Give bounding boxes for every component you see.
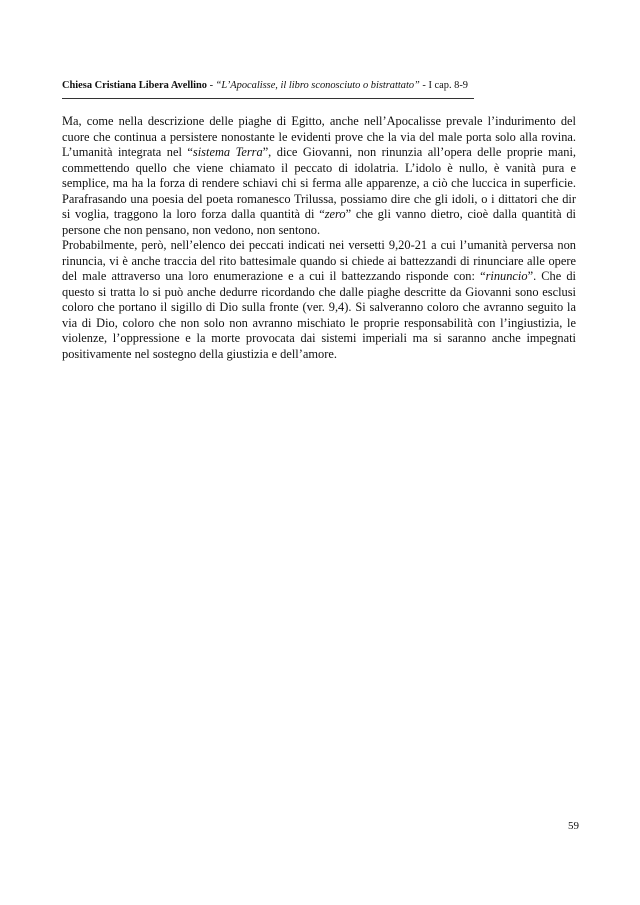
- header-book-title: “L’Apocalisse, il libro sconosciuto o bistrattato”: [215, 80, 420, 91]
- header-separator-2: -: [419, 80, 429, 91]
- paragraph-2-emphasis: rinuncio: [485, 269, 528, 283]
- header-rule: [62, 98, 474, 99]
- header-separator: -: [207, 80, 216, 91]
- paragraph-1-emphasis-2: zero: [324, 207, 346, 221]
- paragraph-2-text-a: Probabilmente, però, nell’elenco dei peccati indicati nei versetti 9,20-21 a cui l’umanità perversa non rinuncia, vi è anche traccia del rito battesimale quando si chiede ai battezzandi di rinunciare alle opere del male attraverso una loro enumerazione e a cui il battezzando risponde con: “: [62, 238, 576, 283]
- header-chapter: I cap. 8-9: [428, 80, 469, 91]
- paragraph-1-text-c: ” che gli vanno dietro, cioè dalla quantità di persone che non pensano, non vedono, non sentono.: [62, 207, 576, 237]
- paragraph-2-text-b: ”. Che di questo si tratta lo si può anche dedurre ricordando che dalle piaghe descritte da Giovanni sono esclusi coloro che portano il sigillo di Dio sulla fronte (ver. 9,4). Si salveranno coloro che avranno seguito la via di Dio, coloro che non solo non avranno mischiato le proprie responsabilità con l’ingiustizia, le violenze, l’oppressione e la morte provocata dai sistemi imperiali ma si saranno anche impegnati positivamente nel sostegno della giustizia e dell’amore.: [62, 269, 576, 361]
- running-header: [62, 79, 502, 92]
- paragraph-1-text-a: Ma, come nella descrizione delle piaghe di Egitto, anche nell’Apocalisse prevale l’indurimento del cuore che continua a persistere nonostante le evidenti prove che la via del male porta solo alla rovina. L’umanità integrata nel “: [62, 114, 576, 159]
- paragraph-1-emphasis: sistema Terra: [192, 145, 263, 159]
- paragraph-1-text-b: ”, dice Giovanni, non rinunzia all’opera delle proprie mani, commettendo quello che viene chiamato il peccato di idolatria. L’idolo è nullo, è vanità pura e semplice, ma ha la forza di rendere schiavi chi si ferma alle apparenze, a ciò che luccica in superficie. Parafrasando una poesia del poeta romanesco Trilussa, possiamo dire che gli idoli, o i dittatori che dir si voglia, traggono la loro forza dalla quantità di “: [62, 145, 576, 221]
- page-number: 59: [568, 820, 579, 832]
- header-organization: Chiesa Cristiana Libera Avellino: [62, 80, 207, 91]
- paragraph-1: [62, 114, 576, 238]
- body-text: [62, 114, 576, 362]
- paragraph-2: [62, 238, 576, 362]
